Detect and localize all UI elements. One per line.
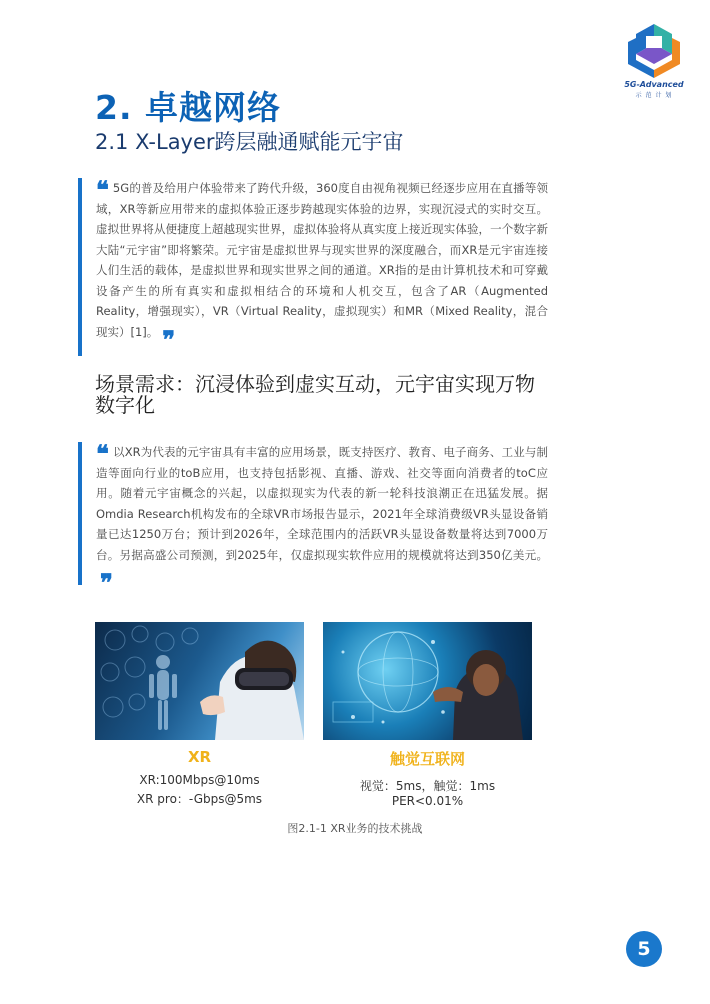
figure-1-line-2: XR pro：-Gbps@5ms [136, 792, 263, 806]
logo-text-5g-advanced: 5G-Advanced [624, 80, 684, 89]
tactile-internet-photo [323, 622, 532, 740]
figure-1-title: XR [187, 748, 212, 766]
logo-mark-icon [620, 20, 688, 80]
figure-2-line-2: PER<0.01% [391, 794, 464, 808]
chapter-title: 2. 卓越网络 [95, 88, 281, 127]
5g-advanced-logo [620, 20, 688, 100]
figure-1-line-1: XR:100Mbps@10ms [139, 773, 260, 787]
quote-2-text: 以XR为代表的元宇宙具有丰富的应用场景，既支持医疗、教育、电子商务、工业与制造等面向行业的toB应用，也支持包括影视、直播、游戏、社交等面向消费者的toC应用。随着元宇宙概念的兴起，以虚拟现实为代表的新一轮科技浪潮正在迅猛发展。据Omdia Research机构发布的全球VR市场报告显示，2021年全球消费级VR头显设备销量已达1250万台；预计到2026年，全球范围内的活跃VR头显设备数量将达到7000万台。另据高盛公司预测，到2025年，仅虚拟现实软件应用的规模就将达到350亿美元。 [96, 445, 548, 562]
xr-vr-headset-illustration [95, 622, 304, 740]
open-quote-icon: ❝ [96, 439, 109, 468]
open-quote-icon: ❝ [96, 175, 109, 204]
xr-photo [95, 622, 304, 740]
quote-1-text: 5G的普及给用户体验带来了跨代升级，360度自由视角视频已经逐步应用在直播等领域，XR等新应用带来的虚拟体验正逐步跨越现实体验的边界，实现沉浸式的实时交互。虚拟世界将从便捷度上超越现实世界，虚拟体验将从真实度上接近现实体验，一个数字新大陆“元宇宙”即将繁荣。元宇宙是虚拟世界与现实世界的深度融合，而XR是元宇宙连接人们生活的载体，是虚拟世界和现实世界之间的通道。XR指的是由计算机技术和可穿戴设备产生的所有真实和虚拟相结合的环境和人机交互，包含了AR（Augmented Reality，增强现实），VR（Virtual Reality，虚拟现实）和MR（Mixed Reality，混合现实）[1]。 [96, 181, 548, 339]
quote-paragraph-2 [96, 439, 548, 597]
logo-text-subtitle: 示 范 计 划 [635, 92, 673, 99]
close-quote-icon: ❞ [162, 324, 176, 354]
quote-block-2 [78, 439, 548, 597]
quote-block-1 [78, 175, 548, 356]
figure-2-title: 触觉互联网 [389, 750, 465, 768]
figure-2-line-1: 视觉：5ms，触觉：1ms [359, 779, 496, 793]
quote-paragraph-1 [96, 175, 548, 354]
scenario-subheading: 场景需求：沉浸体验到虚实互动，元宇宙实现万物数字化 [95, 372, 535, 417]
section-title: 2.1 X-Layer跨层融通赋能元宇宙 [95, 130, 404, 154]
tactile-hologram-illustration [323, 622, 532, 740]
page-number: 5 [626, 931, 662, 967]
figure-caption: 图2.1-1 XR业务的技术挑战 [287, 822, 423, 835]
close-quote-icon: ❞ [100, 568, 113, 597]
